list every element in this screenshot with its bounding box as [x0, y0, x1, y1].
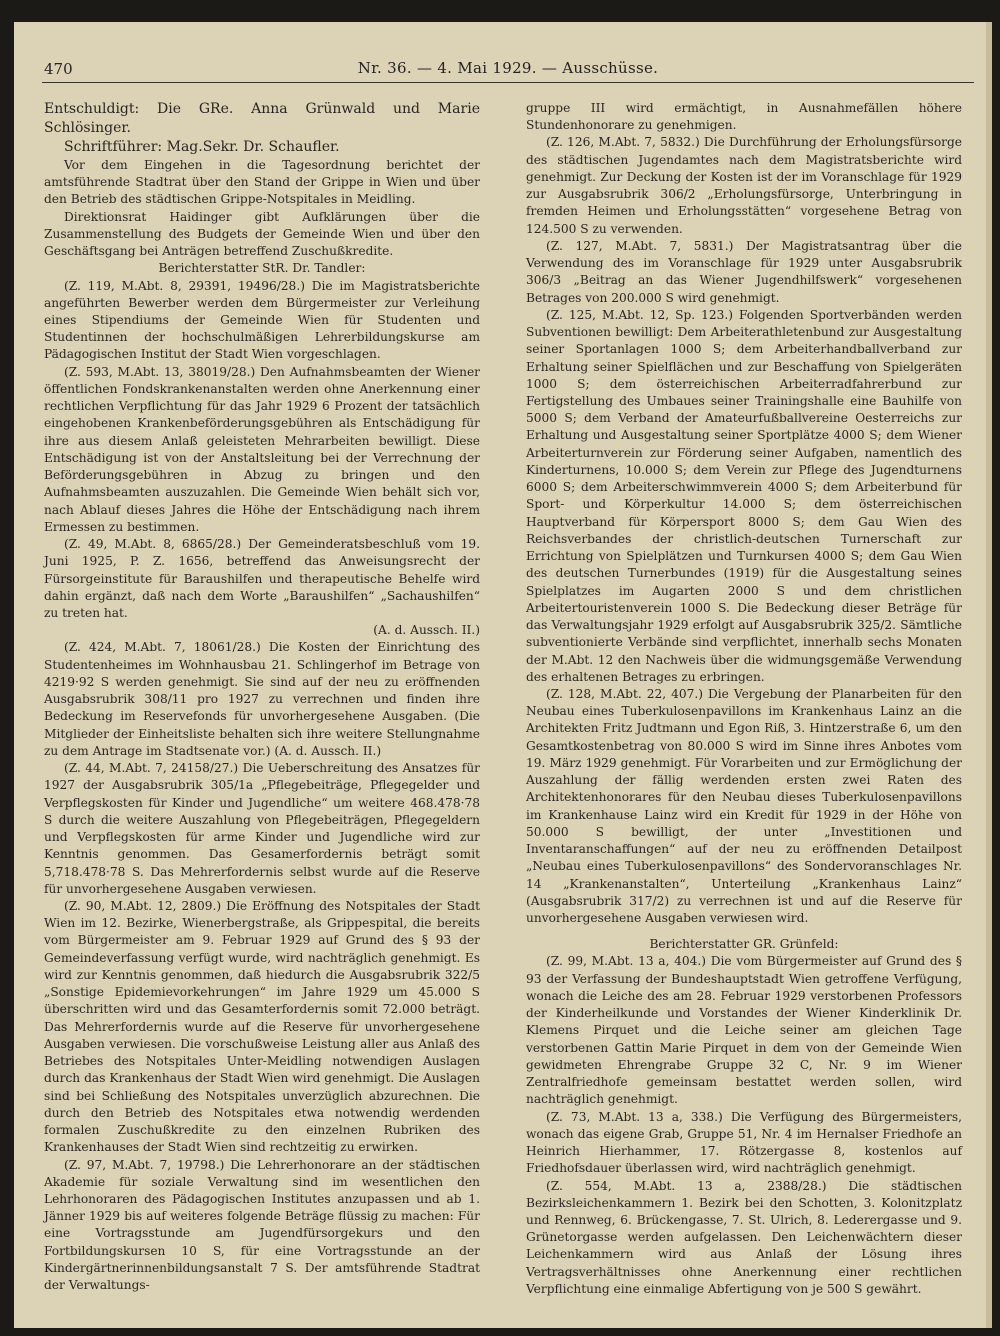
right-column-paragraph: gruppe III wird ermächtigt, in Ausnahmefällen höhere Stundenhonorare zu genehmigen. — [526, 101, 962, 133]
page-header — [42, 56, 974, 83]
left-column-paragraph: (Z. 49, M.Abt. 8, 6865/28.) Der Gemeinderatsbeschluß vom 19. Juni 1925, P. Z. 1656, betreffend das Anweisungsrecht der Fürsorgeinstitute für Baraushilfen und therapeutische Behelfe wird dahin ergänzt, daß nach dem Worte „Baraushilfen“ „Sachaushilfen“ zu treten hat. — [44, 537, 480, 620]
left-column-paragraph: Entschuldigt: Die GRe. Anna Grünwald und Marie Schlösinger. — [44, 101, 480, 136]
right-column-paragraph: (Z. 125, M.Abt. 12, Sp. 123.) Folgenden Sportverbänden werden Subventionen bewilligt: Dem Arbeiterathletenbund zur Ausgestaltung seiner Sportanlagen 1000 S; dem Arbeiterhandballverband zur Erhaltung seiner Spielflächen und zur Beschaffung von Spielgeräten 1000 S; dem österreichischen Arbeiterradfahrerbund zur Fertigstellung des Umbaues seiner Trainingshalle eine Bauhilfe von 5000 S; dem Verband der Amateurfußballvereine Oesterreichs zur Erhaltung und Ausgestaltung seiner Sportplätze 4000 S; dem Wiener Arbeiterturnverein zur Förderung seiner Aufgaben, namentlich des Kinderturnens, 10.000 S; dem Verein zur Pflege des Jugendturnens 6000 S; dem Arbeiterschwimmverein 4000 S; dem Arbeiterbund für Sport- und Körperkultur 14.000 S; dem österreichischen Hauptverband für Körpersport 8000 S; dem Gau Wien des Reichsverbandes der christlich-deutschen Turnerschaft zur Errichtung von Spielplätzen und Turnkursen 4000 S; dem Gau Wien des deutschen Turnerbundes (1919) für die Ausgestaltung seines Spielplatzes im Augarten 2000 S und dem christlichen Arbeitertouristenverein 1000 S. Die Bedeckung dieser Beträge für das Verwaltungsjahr 1929 erfolgt auf Ausgabsrubrik 325/2. Sämtliche subventionierte Verbände sind verpflichtet, innerhalb sechs Monaten der M.Abt. 12 den Nachweis über die widmungsgemäße Verwendung des erhaltenen Betrages zu erbringen. — [526, 307, 962, 684]
left-column-paragraph: Schriftführer: Mag.Sekr. Dr. Schaufler. — [64, 138, 340, 155]
right-column-paragraph: (Z. 554, M.Abt. 13 a, 2388/28.) Die städtischen Bezirksleichenkammern 1. Bezirk bei den Schotten, 3. Kolonitzplatz und Rennweg, 6. Brückengasse, 7. St. Ulrich, 8. Lederergasse und 9. Grünetorgasse werden aufgelassen. Den Leichenwächtern dieser Leichenkammern wird aus Anlaß der Lösung ihres Vertragsverhältnisses ohne Anerkennung einer rechtlichen Verpflichtung eine einmalige Abfertigung von je 500 S gewährt. — [526, 1178, 962, 1296]
left-column-paragraph: (Z. 119, M.Abt. 8, 29391, 19496/28.) Die im Magistratsberichte angeführten Bewerber werden dem Bürgermeister zur Verleihung eines Stipendiums der Gemeinde Wien für Studenten und Studentinnen der hochschulmäßigen Lehrerbildungskurse am Pädagogischen Institut der Stadt Wien vorgeschlagen. — [44, 278, 480, 362]
right-column — [526, 100, 962, 1298]
left-column-paragraph: Berichterstatter StR. Dr. Tandler: — [158, 261, 366, 276]
page-edge-shadow — [986, 22, 992, 1328]
newspaper-page — [14, 22, 992, 1328]
page-number: 470 — [44, 60, 73, 78]
right-column-paragraph: (Z. 126, M.Abt. 7, 5832.) Die Durchführung der Erholungsfürsorge des städtischen Jugendamtes nach dem Magistratsberichte wird genehmigt. Zur Deckung der Kosten ist der im Voranschlage für 1929 zur Ausgabsrubrik 306/2 „Erholungsfürsorge, Unterbringung in fremden Heimen und Erholungsstätten“ vorgesehene Betrag von 124.500 S zu verwenden. — [526, 135, 962, 236]
right-column-paragraph: (Z. 127, M.Abt. 7, 5831.) Der Magistratsantrag über die Verwendung des im Voranschlage für 1929 unter Ausgabsrubrik 306/3 „Beitrag an das Wiener Jugendhilfswerk“ vorgesehenen Betrages von 200.000 S wird genehmigt. — [526, 238, 962, 305]
right-column-paragraph: (Z. 73, M.Abt. 13 a, 338.) Die Verfügung des Bürgermeisters, wonach das eigene Grab, Gruppe 51, Nr. 4 im Hernalser Friedhofe an Heinrich Hierhammer, 17. Rötzergasse 8, kostenlos auf Friedhofsdauer überlassen wird, wird nachträglich genehmigt. — [526, 1109, 962, 1176]
left-column-paragraph: (Z. 90, M.Abt. 12, 2809.) Die Eröffnung des Notspitales der Stadt Wien im 12. Bezirke, Wienerbergstraße, als Grippespital, die bereits vom Bürgermeister am 9. Februar 1929 auf Grund des § 93 der Gemeindeverfassung verfügt wurde, wird nachträglich genehmigt. Es wird zur Kenntnis genommen, daß hiedurch die Ausgabsrubrik 322/5 „Sonstige Epidemievorkehrungen“ im Jahre 1929 um 45.000 S überschritten wird und das Gesamterfordernis somit 72.000 beträgt. Das Mehrerfordernis wurde auf die Reserve für unvorhergesehene Ausgaben verwiesen. Die vorschußweise Leistung aller aus Anlaß des Betriebes des Notspitales Unter-Meidling notwendigen Auslagen durch das Krankenhaus der Stadt Wien wird genehmigt. Die Auslagen sind bei Schließung des Notspitales unverzüglich abzurechnen. Die durch den Betrieb des Notspitales etwa notwendig werdenden formalen Zuschußkredite zu den einzelnen Rubriken des Krankenhauses der Stadt Wien sind rechtzeitig zu erwirken. — [44, 898, 480, 1155]
left-column-paragraph: Vor dem Eingehen in die Tagesordnung berichtet der amtsführende Stadtrat über den Stand der Grippe in Wien und über den Betrieb des städtischen Grippe-Notspitales in Meidling. — [44, 157, 480, 207]
right-column-paragraph: (Z. 99, M.Abt. 13 a, 404.) Die vom Bürgermeister auf Grund des § 93 der Verfassung der Bundeshauptstadt Wien getroffene Verfügung, wonach die Leiche des am 28. Februar 1929 verstorbenen Professors der Kinderheilkunde und Vorstandes der Wiener Kinderklinik Dr. Klemens Pirquet und die Leiche seiner am gleichen Tage verstorbenen Gattin Marie Pirquet in dem von der Gemeinde Wien gewidmeten Ehrengrabe Gruppe 32 C, Nr. 9 im Wiener Zentralfriedhofe gemeinsam bestattet werden sollen, wird nachträglich genehmigt. — [526, 954, 962, 1107]
left-column-paragraph: (Z. 97, M.Abt. 7, 19798.) Die Lehrerhonorare an der städtischen Akademie für soziale Verwaltung sind im wesentlichen den Lehrhonoraren des Pädagogischen Institutes anzupassen und ab 1. Jänner 1929 bis auf weiteres folgende Beträge flüssig zu machen: Für eine Vortragsstunde am Jugendfürsorgekurs und den Fortbildungskursen 10 S, für eine Vortragsstunde an der Kindergärtnerinnenbildungsanstalt 7 S. Der amtsführende Stadtrat der Verwaltungs- — [44, 1157, 480, 1293]
left-column-paragraph: (Z. 593, M.Abt. 13, 38019/28.) Den Aufnahmsbeamten der Wiener öffentlichen Fondskrankenanstalten werden ohne Anerkennung einer rechtlichen Verpflichtung für das Jahr 1929 6 Prozent der tatsächlich eingehobenen Krankenbeförderungsgebühren als Entschädigung für ihre aus diesem Anlaß geleisteten Mehrarbeiten bewilligt. Diese Entschädigung ist von der Anstaltsleitung bei der Verrechnung der Beförderungsgebühren in Abzug zu bringen und den Aufnahmsbeamten auszuzahlen. Die Gemeinde Wien behält sich vor, nach Ablauf dieses Jahres die Höhe der Entschädigung nach ihrem Ermessen zu bestimmen. — [44, 364, 480, 534]
running-head: Nr. 36. — 4. Mai 1929. — Ausschüsse. — [357, 59, 659, 77]
left-column-paragraph: (Z. 424, M.Abt. 7, 18061/28.) Die Kosten der Einrichtung des Studentenheimes im Wohnhausbau 21. Schlingerhof im Betrage von 4219·92 S werden genehmigt. Sie sind auf der neu zu eröffnenden Ausgabsrubrik 308/11 pro 1927 zu verrechnen und finden ihre Bedeckung im Reservefonds für unvorhergesehene Ausgaben. (Die Mitglieder der Einheitsliste behalten sich ihre weitere Stellungnahme zu dem Antrage im Stadtsenate vor.) (A. d. Aussch. II.) — [44, 640, 480, 758]
right-column-paragraph: (Z. 128, M.Abt. 22, 407.) Die Vergebung der Planarbeiten für den Neubau eines Tuberkulosenpavillons im Krankenhaus Lainz an die Architekten Fritz Judtmann und Egon Riß, 3. Hintzerstraße 6, um den Gesamtkostenbetrag von 80.000 S wird im Sinne ihres Anbotes vom 19. März 1929 genehmigt. Für Vorarbeiten und zur Ermöglichung der Auszahlung der fällig werdenden ersten zwei Raten des Architektenhonorares für den Neubau dieses Tuberkulosenpavillons im Krankenhause Lainz wird ein Kredit für 1929 in der Höhe von 50.000 S bewilligt, der unter „Investitionen und Inventaranschaffungen“ auf der neu zu eröffnenden Detailpost „Neubau eines Tuberkulosenpavillons“ des Sondervoranschlages Nr. 14 „Krankenanstalten“, Unterteilung „Krankenhaus Lainz“ (Ausgabsrubrik 317/2) zu verrechnen ist und auf die Reserve für unvorhergesehene Ausgaben verwiesen wird. — [526, 686, 962, 926]
left-column — [44, 100, 480, 1294]
left-column-paragraph: (Z. 44, M.Abt. 7, 24158/27.) Die Ueberschreitung des Ansatzes für 1927 der Ausgabsrubrik 305/1a „Pflegebeiträge, Pflegegelder und Verpflegskosten für Kinder und Jugendliche“ um weitere 468.478·78 S durch die weitere Auszahlung von Pflegebeiträgen, Pflegegeldern und Verpflegskosten für arme Kinder und Jugendliche wird zur Kenntnis genommen. Das Gesamerfordernis beträgt somit 5,718.478·78 S. Das Mehrerfordernis selbst wurde auf die Reserve für unvorhergesehene Ausgaben verwiesen. — [44, 761, 480, 896]
left-column-paragraph: (A. d. Aussch. II.) — [373, 623, 480, 638]
left-column-paragraph: Direktionsrat Haidinger gibt Aufklärungen über die Zusammenstellung des Budgets der Gemeinde Wien und über den Geschäftsgang bei Anträgen betreffend Zuschußkredite. — [44, 209, 480, 259]
right-column-paragraph: Berichterstatter GR. Grünfeld: — [649, 937, 839, 952]
